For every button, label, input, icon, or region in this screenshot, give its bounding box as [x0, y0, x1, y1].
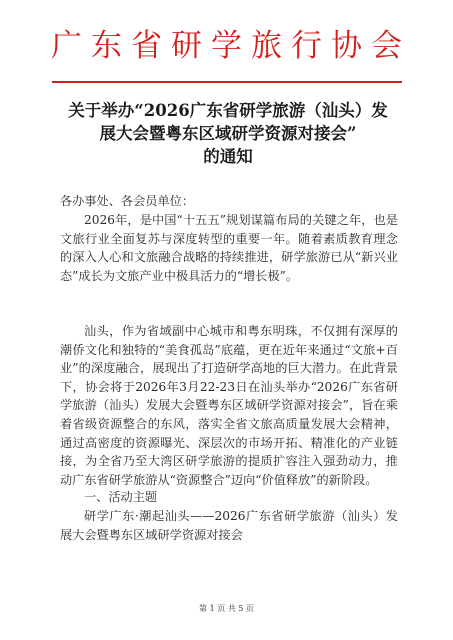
title-line-1: 关于举办“2026广东省研学旅游（汕头）发 [68, 101, 388, 120]
page-number-footer: 第 1 页 共 5 页 [199, 604, 254, 613]
section-heading: 一、活动主题 [84, 490, 158, 504]
title-line-2: 展大会暨粤东区域研学资源对接会” [99, 124, 357, 143]
organization-header: 广东省研学旅行协会 [51, 28, 411, 64]
title-line-3: 的通知 [203, 147, 253, 166]
salutation: 各办事处、各会员单位： [60, 194, 195, 208]
paragraph-text: 2026年，是中国“十五五”规划谋篇布局的关键之年，也是文旅行业全面复苏与深度转型的重要一年。随着素质教育理念的深入人心和文旅融合战略的持续推进，研学旅游已从“新兴业态”成长为文旅产业中极具活力的“增长极”。 [60, 213, 398, 283]
paragraph-shantou [60, 322, 398, 489]
paragraph-theme [60, 507, 398, 544]
paragraph-text: 研学广东·潮起汕头——2026广东省研学旅游（汕头）发展大会暨粤东区域研学资源对接会 [60, 509, 398, 542]
paragraph-text: 汕头，作为省域副中心城市和粤东明珠，不仅拥有深厚的潮侨文化和独特的“美食孤岛”底蕴，更在近年来通过“文旅+百业”的深度融合，展现出了打造研学高地的巨大潜力。在此背景下，协会将于2026年3月22-23日在汕头举办“2026广东省研学旅游（汕头）发展大会暨粤东区域研学资源对接会”，旨在乘着省级资源整合的东风，落实全省文旅高质量发展大会精神，通过高密度的资源曝光、深层次的市场开拓、精准化的产业链接，为全省乃至大湾区研学旅游的提质扩容注入强劲动力，推动广东省研学旅游从“资源整合”迈向“价值释放”的新阶段。 [60, 324, 398, 487]
paragraph-intro [60, 211, 398, 285]
header-red-rule [52, 81, 402, 83]
document-title [48, 99, 408, 168]
